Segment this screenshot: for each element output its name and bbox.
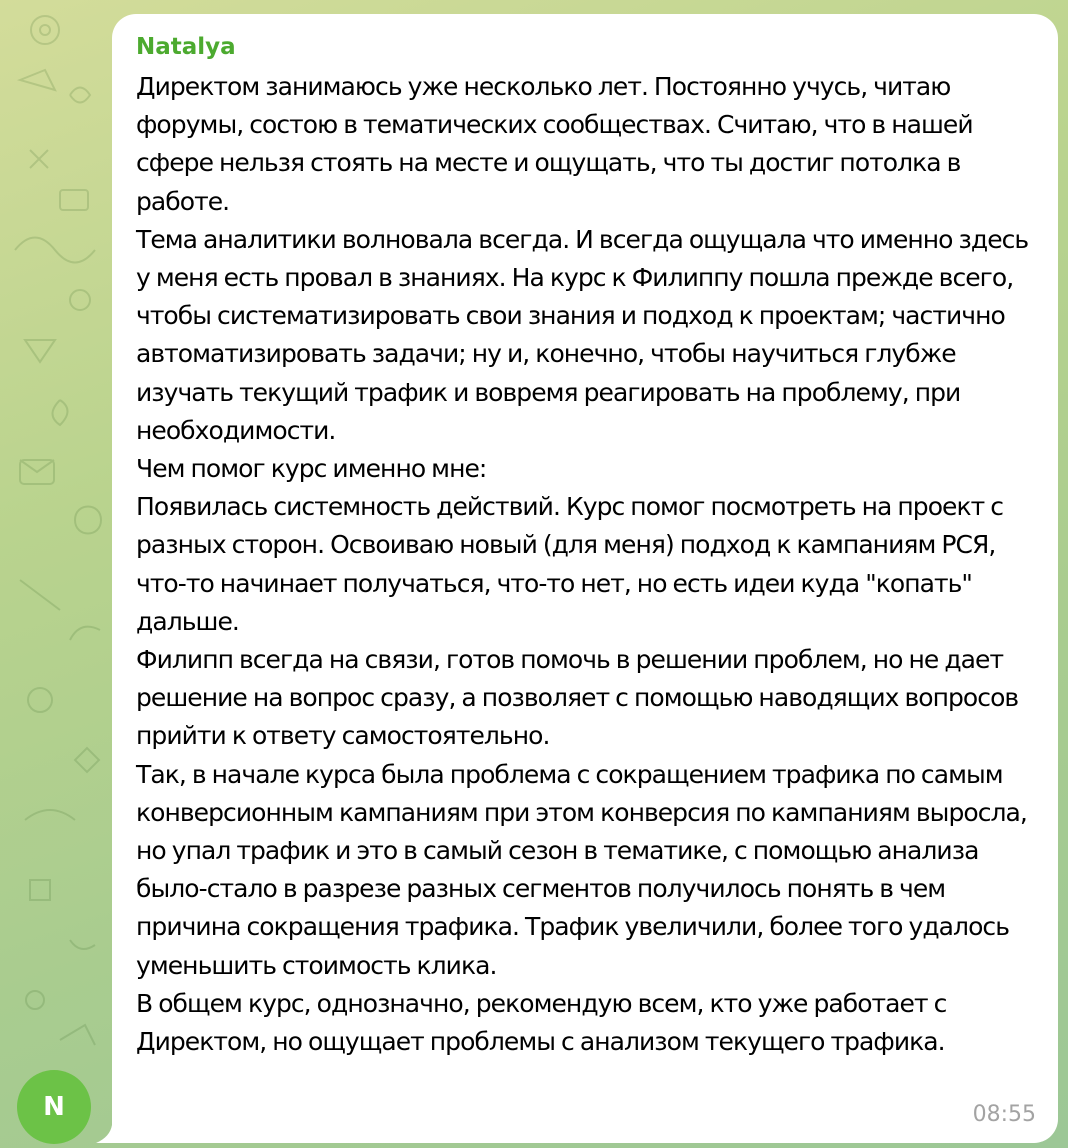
message-timestamp: 08:55 — [972, 1102, 1036, 1127]
sender-name[interactable]: Natalya — [136, 34, 236, 60]
message-text — [136, 68, 1046, 1061]
message-paragraph: Тема аналитики волновала всегда. И всегда ощущала что именно здесь у меня есть провал в знаниях. На курс к Филиппу пошла прежде всего, чтобы систематизировать свои знания и подход к проектам; частично автоматизировать задачи; ну и, конечно, чтобы научиться глубже изучать текущий трафик и вовремя реагировать на проблему, при необходимости. — [136, 224, 1029, 445]
message-paragraph: Филипп всегда на связи, готов помочь в решении проблем, но не дает решение на вопрос сразу, а позволяет с помощью наводящих вопросов прийти к ответу самостоятельно. — [136, 645, 1019, 751]
message-paragraph: Чем помог курс именно мне: — [136, 454, 487, 484]
message-paragraph: Так, в начале курса была проблема с сокращением трафика по самым конверсионным кампаниям при этом конверсия по кампаниям выросла, но упал трафик и это в самый сезон в тематике, с помощью анализа было-стало в разрезе разных сегментов получилось понять в чем причина сокращения трафика. Трафик увеличили, более того удалось уменьшить стоимость клика. — [136, 759, 1027, 980]
message-paragraph: Директом занимаюсь уже несколько лет. Постоянно учусь, читаю форумы, состою в тематических сообществах. Считаю, что в нашей сфере нельзя стоять на месте и ощущать, что ты достиг потолка в работе. — [136, 72, 973, 216]
avatar-letter: N — [43, 1092, 65, 1122]
message-paragraph: В общем курс, однозначно, рекомендую всем, кто уже работает с Директом, но ощущает проблемы с анализом текущего трафика. — [136, 988, 947, 1057]
message-bubble[interactable] — [112, 14, 1058, 1143]
sender-avatar[interactable] — [17, 1070, 91, 1144]
chat-background-doodles — [0, 0, 130, 1148]
message-paragraph: Появилась системность действий. Курс помог посмотреть на проект с разных сторон. Освоиваю новый (для меня) подход к кампаниям РСЯ, что-то начинает получаться, что-то нет, но есть идеи куда "копать" дальше. — [136, 492, 1004, 636]
bubble-tail — [96, 1125, 116, 1143]
